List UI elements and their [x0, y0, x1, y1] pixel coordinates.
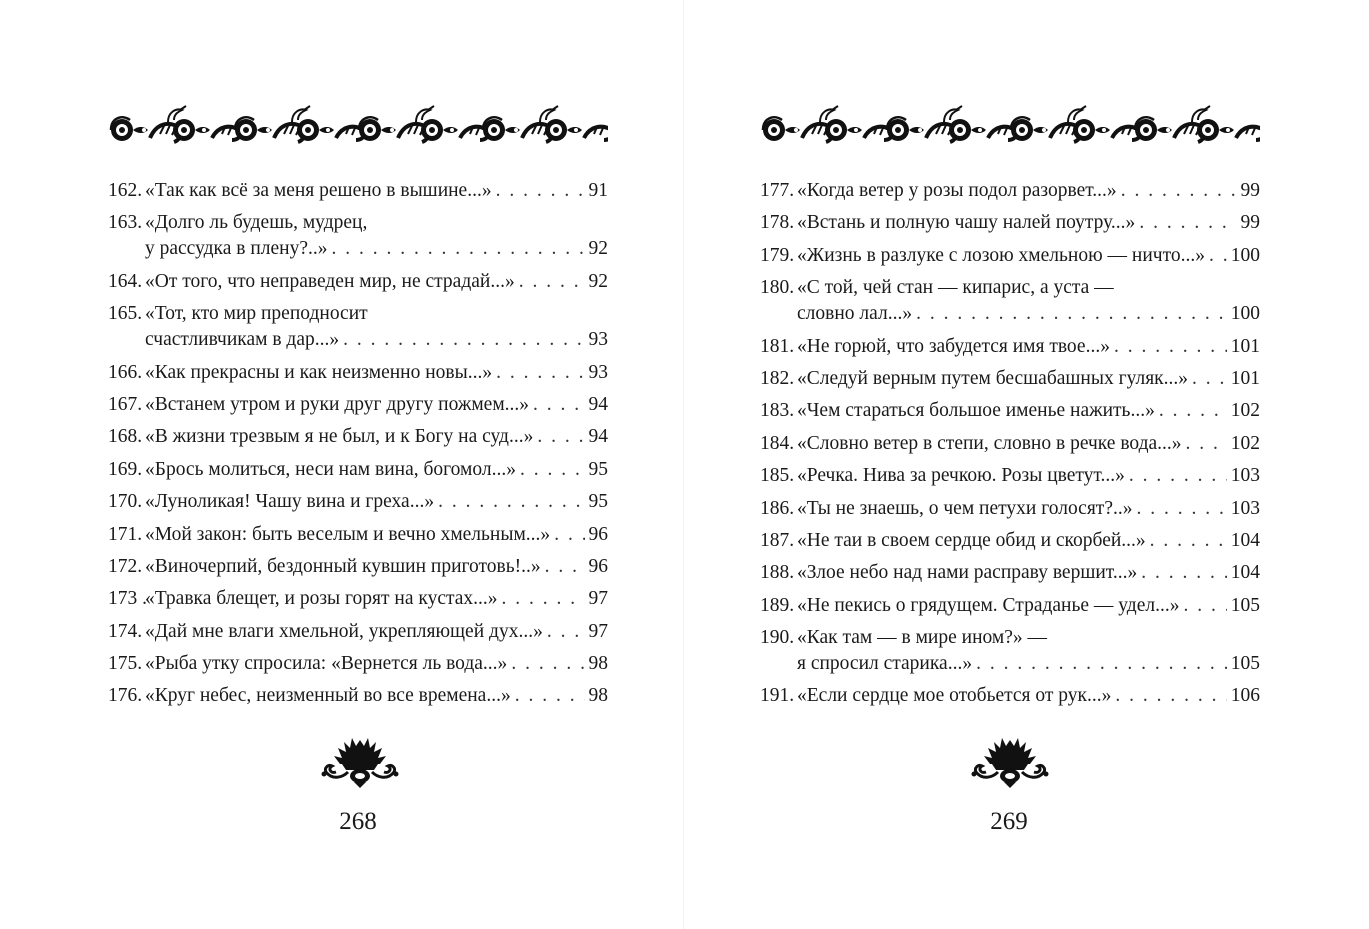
- entry-title: «Когда ветер у розы подол разорвет...»: [797, 180, 1117, 201]
- entry-number: 170.: [108, 491, 143, 513]
- toc-entry: [108, 619, 608, 645]
- entry-title: «Как там — в мире ином?» —: [797, 627, 1048, 649]
- dot-leader: [519, 269, 585, 295]
- entry-number: 175.: [108, 653, 143, 675]
- dot-leader: [545, 554, 585, 580]
- entry-number: 183.: [760, 400, 795, 422]
- toc-entry-line: [760, 398, 1260, 424]
- toc-entry: [760, 560, 1260, 586]
- toc-entry-line: [108, 651, 608, 677]
- entry-page-number: 104: [1230, 529, 1260, 551]
- toc-entry-line: [108, 392, 608, 418]
- entry-number: 178.: [760, 212, 795, 234]
- entry-page-number: 100: [1230, 244, 1260, 266]
- scroll-vine-border-icon: [760, 100, 1260, 150]
- entry-title: «Тот, кто мир преподносит: [145, 303, 368, 325]
- dot-leader: [511, 651, 584, 677]
- toc-entry-line: [760, 431, 1260, 457]
- dot-leader: [1136, 496, 1226, 522]
- toc-entry-line: [760, 275, 1260, 301]
- toc-entry: [760, 528, 1260, 554]
- table-of-contents-right: [760, 178, 1260, 716]
- toc-entry-line: [108, 619, 608, 645]
- entry-title: «Чем стараться большое именье нажить...»: [797, 400, 1155, 422]
- toc-entry-line: [760, 178, 1260, 204]
- entry-number: 164.: [108, 270, 143, 292]
- entry-title: «Не горюй, что забудется имя твое...»: [797, 335, 1110, 357]
- dot-leader: [343, 327, 584, 353]
- dot-leader: [916, 301, 1227, 327]
- entry-page-number: 96: [588, 555, 608, 577]
- palmette-fleuron-icon: [320, 732, 400, 792]
- entry-number: 180.: [760, 277, 795, 299]
- dot-leader: [1139, 210, 1236, 236]
- entry-page-number: 95: [588, 491, 608, 513]
- dot-leader: [533, 392, 584, 418]
- toc-entry-line: [108, 236, 608, 262]
- toc-entry-line: [760, 593, 1260, 619]
- toc-entry: [108, 178, 608, 204]
- toc-entry-line: [760, 560, 1260, 586]
- entry-page-number: 96: [588, 523, 608, 545]
- dot-leader: [1150, 528, 1227, 554]
- entry-page-number: 99: [1240, 212, 1260, 234]
- entry-page-number: 101: [1230, 335, 1260, 357]
- entry-number: 172.: [108, 555, 143, 577]
- toc-entry: [760, 275, 1260, 327]
- toc-entry: [760, 334, 1260, 360]
- table-of-contents-left: [108, 178, 608, 716]
- entry-page-number: 100: [1230, 303, 1260, 325]
- dot-leader: [554, 522, 584, 548]
- toc-entry-line: [108, 178, 608, 204]
- entry-number: 167.: [108, 393, 143, 415]
- toc-entry-line: [108, 424, 608, 450]
- entry-title: «С той, чей стан — кипарис, а уста —: [797, 277, 1114, 299]
- dot-leader: [1129, 463, 1227, 489]
- toc-entry: [108, 489, 608, 515]
- dot-leader: [520, 457, 585, 483]
- entry-title: «Травка блещет, и розы горят на кустах...»: [145, 588, 498, 610]
- toc-entry-line: [760, 366, 1260, 392]
- entry-title: «От того, что неправеден мир, не страдай...»: [145, 270, 515, 292]
- toc-entry: [108, 554, 608, 580]
- entry-number: 166.: [108, 361, 143, 383]
- entry-page-number: 103: [1230, 465, 1260, 487]
- entry-page-number: 95: [588, 458, 608, 480]
- entry-number: 171.: [108, 523, 143, 545]
- dot-leader: [1121, 178, 1237, 204]
- page-number-right: 269: [990, 808, 1028, 835]
- toc-entry-line: [760, 683, 1260, 709]
- entry-number: 168.: [108, 426, 143, 448]
- toc-entry-line: [108, 457, 608, 483]
- entry-title: у рассудка в плену?..»: [145, 238, 328, 260]
- entry-title: «Дай мне влаги хмельной, укрепляющей дух...»: [145, 620, 543, 642]
- dot-leader: [537, 424, 584, 450]
- entry-title: «Речка. Нива за речкою. Розы цветут...»: [797, 465, 1125, 487]
- toc-entry: [108, 210, 608, 262]
- toc-entry: [108, 424, 608, 450]
- toc-entry-line: [108, 554, 608, 580]
- toc-entry-line: [108, 683, 608, 709]
- entry-title: словно лал...»: [797, 303, 913, 325]
- dot-leader: [502, 586, 585, 612]
- entry-title: «Встань и полную чашу налей поутру...»: [797, 212, 1136, 234]
- entry-page-number: 104: [1230, 562, 1260, 584]
- toc-entry-line: [760, 625, 1260, 651]
- toc-entry: [760, 210, 1260, 236]
- entry-title: «Ты не знаешь, о чем петухи голосят?..»: [797, 497, 1133, 519]
- right-page: [684, 0, 1368, 929]
- entry-number: 186.: [760, 497, 795, 519]
- dot-leader: [1115, 683, 1226, 709]
- toc-entry-line: [760, 210, 1260, 236]
- entry-title: «Круг небес, неизменный во все времена...»: [145, 685, 511, 707]
- toc-entry: [760, 593, 1260, 619]
- entry-number: 187.: [760, 529, 795, 551]
- toc-entry: [760, 463, 1260, 489]
- entry-page-number: 105: [1230, 594, 1260, 616]
- entry-page-number: 93: [588, 361, 608, 383]
- entry-page-number: 98: [588, 653, 608, 675]
- entry-title: «Не пекись о грядущем. Страданье — удел...»: [797, 594, 1180, 616]
- entry-title: «В жизни трезвым я не был, и к Богу на суд...»: [145, 426, 534, 448]
- entry-number: 174.: [108, 620, 143, 642]
- toc-entry-line: [760, 301, 1260, 327]
- entry-number: 163.: [108, 212, 143, 234]
- entry-title: «Злое небо над нами расправу вершит...»: [797, 562, 1138, 584]
- entry-title: «Так как всё за меня решено в вышине...»: [145, 180, 492, 201]
- entry-number: 189.: [760, 594, 795, 616]
- entry-page-number: 106: [1230, 685, 1260, 707]
- entry-number: 185.: [760, 465, 795, 487]
- dot-leader: [1184, 593, 1227, 619]
- entry-title: «Как прекрасны и как неизменно новы...»: [145, 361, 493, 383]
- dot-leader: [438, 489, 584, 515]
- entry-number: 177.: [760, 180, 795, 201]
- left-page: [0, 0, 684, 929]
- toc-entry-line: [108, 301, 608, 327]
- entry-number: 188.: [760, 562, 795, 584]
- toc-entry-line: [108, 360, 608, 386]
- dot-leader: [496, 178, 585, 204]
- toc-entry: [108, 392, 608, 418]
- palmette-fleuron-icon: [970, 732, 1050, 792]
- entry-page-number: 98: [588, 685, 608, 707]
- toc-entry-line: [108, 489, 608, 515]
- toc-entry: [108, 269, 608, 295]
- toc-entry: [108, 301, 608, 353]
- entry-number: 169.: [108, 458, 143, 480]
- dot-leader: [1192, 366, 1227, 392]
- toc-entry-line: [760, 496, 1260, 522]
- entry-number: 190.: [760, 627, 795, 649]
- toc-entry: [108, 683, 608, 709]
- dot-leader: [1186, 431, 1227, 457]
- entry-number: 184.: [760, 432, 795, 454]
- dot-leader: [515, 683, 585, 709]
- entry-title: «Мой закон: быть веселым и вечно хмельным...»: [145, 523, 551, 545]
- entry-page-number: 91: [588, 180, 608, 201]
- entry-title: «Следуй верным путем бесшабашных гуляк...»: [797, 367, 1189, 389]
- toc-entry-line: [760, 651, 1260, 677]
- entry-number: 182.: [760, 367, 795, 389]
- dot-leader: [1141, 560, 1227, 586]
- dot-leader: [331, 236, 584, 262]
- toc-entry: [108, 522, 608, 548]
- entry-title: «Жизнь в разлуке с лозою хмельною — ничто...»: [797, 244, 1205, 266]
- entry-page-number: 93: [588, 329, 608, 351]
- entry-number: 173 .: [108, 588, 147, 610]
- page-number-left: 268: [339, 808, 377, 835]
- toc-entry: [108, 586, 608, 612]
- toc-entry: [108, 457, 608, 483]
- toc-entry: [108, 651, 608, 677]
- entry-page-number: 94: [588, 393, 608, 415]
- entry-page-number: 101: [1230, 367, 1260, 389]
- toc-entry: [760, 178, 1260, 204]
- entry-page-number: 105: [1230, 653, 1260, 675]
- dot-leader: [1114, 334, 1227, 360]
- entry-page-number: 103: [1230, 497, 1260, 519]
- toc-entry-line: [760, 528, 1260, 554]
- scroll-vine-border-icon: [108, 100, 608, 150]
- entry-title: «Словно ветер в степи, словно в речке вода...»: [797, 432, 1182, 454]
- entry-title: «Встанем утром и руки друг другу пожмем...»: [145, 393, 530, 415]
- entry-page-number: 92: [588, 238, 608, 260]
- entry-number: 165.: [108, 303, 143, 325]
- entry-number: 181.: [760, 335, 795, 357]
- toc-entry-line: [108, 586, 608, 612]
- toc-entry: [760, 398, 1260, 424]
- entry-number: 162.: [108, 180, 143, 201]
- entry-page-number: 92: [588, 270, 608, 292]
- toc-entry: [760, 243, 1260, 269]
- toc-entry-line: [760, 334, 1260, 360]
- toc-entry-line: [108, 327, 608, 353]
- dot-leader: [1159, 398, 1227, 424]
- toc-entry: [108, 360, 608, 386]
- entry-page-number: 99: [1240, 180, 1260, 201]
- toc-entry: [760, 366, 1260, 392]
- dot-leader: [496, 360, 584, 386]
- entry-title: «Не таи в своем сердце обид и скорбей...»: [797, 529, 1146, 551]
- entry-number: 179.: [760, 244, 795, 266]
- entry-title: «Если сердце мое отобьется от рук...»: [797, 685, 1112, 707]
- entry-page-number: 94: [588, 426, 608, 448]
- entry-title: я спросил старика...»: [797, 653, 973, 675]
- toc-entry-line: [760, 243, 1260, 269]
- entry-title: «Луноликая! Чашу вина и греха...»: [145, 491, 435, 513]
- toc-entry: [760, 683, 1260, 709]
- dot-leader: [976, 651, 1227, 677]
- toc-entry: [760, 431, 1260, 457]
- entry-page-number: 102: [1230, 400, 1260, 422]
- entry-page-number: 97: [588, 588, 608, 610]
- entry-page-number: 97: [588, 620, 608, 642]
- toc-entry-line: [760, 463, 1260, 489]
- entry-title: «Долго ль будешь, мудрец,: [145, 212, 368, 234]
- toc-entry: [760, 496, 1260, 522]
- entry-page-number: 102: [1230, 432, 1260, 454]
- entry-title: «Брось молиться, неси нам вина, богомол...»: [145, 458, 516, 480]
- entry-title: «Рыба утку спросила: «Вернется ль вода...»: [145, 653, 508, 675]
- entry-title: счастливчикам в дар...»: [145, 329, 340, 351]
- dot-leader: [547, 619, 585, 645]
- toc-entry-line: [108, 210, 608, 236]
- entry-number: 176.: [108, 685, 143, 707]
- toc-entry-line: [108, 522, 608, 548]
- dot-leader: [1209, 243, 1227, 269]
- toc-entry: [760, 625, 1260, 677]
- entry-title: «Виночерпий, бездонный кувшин приготовь!..»: [145, 555, 541, 577]
- entry-number: 191.: [760, 685, 795, 707]
- toc-entry-line: [108, 269, 608, 295]
